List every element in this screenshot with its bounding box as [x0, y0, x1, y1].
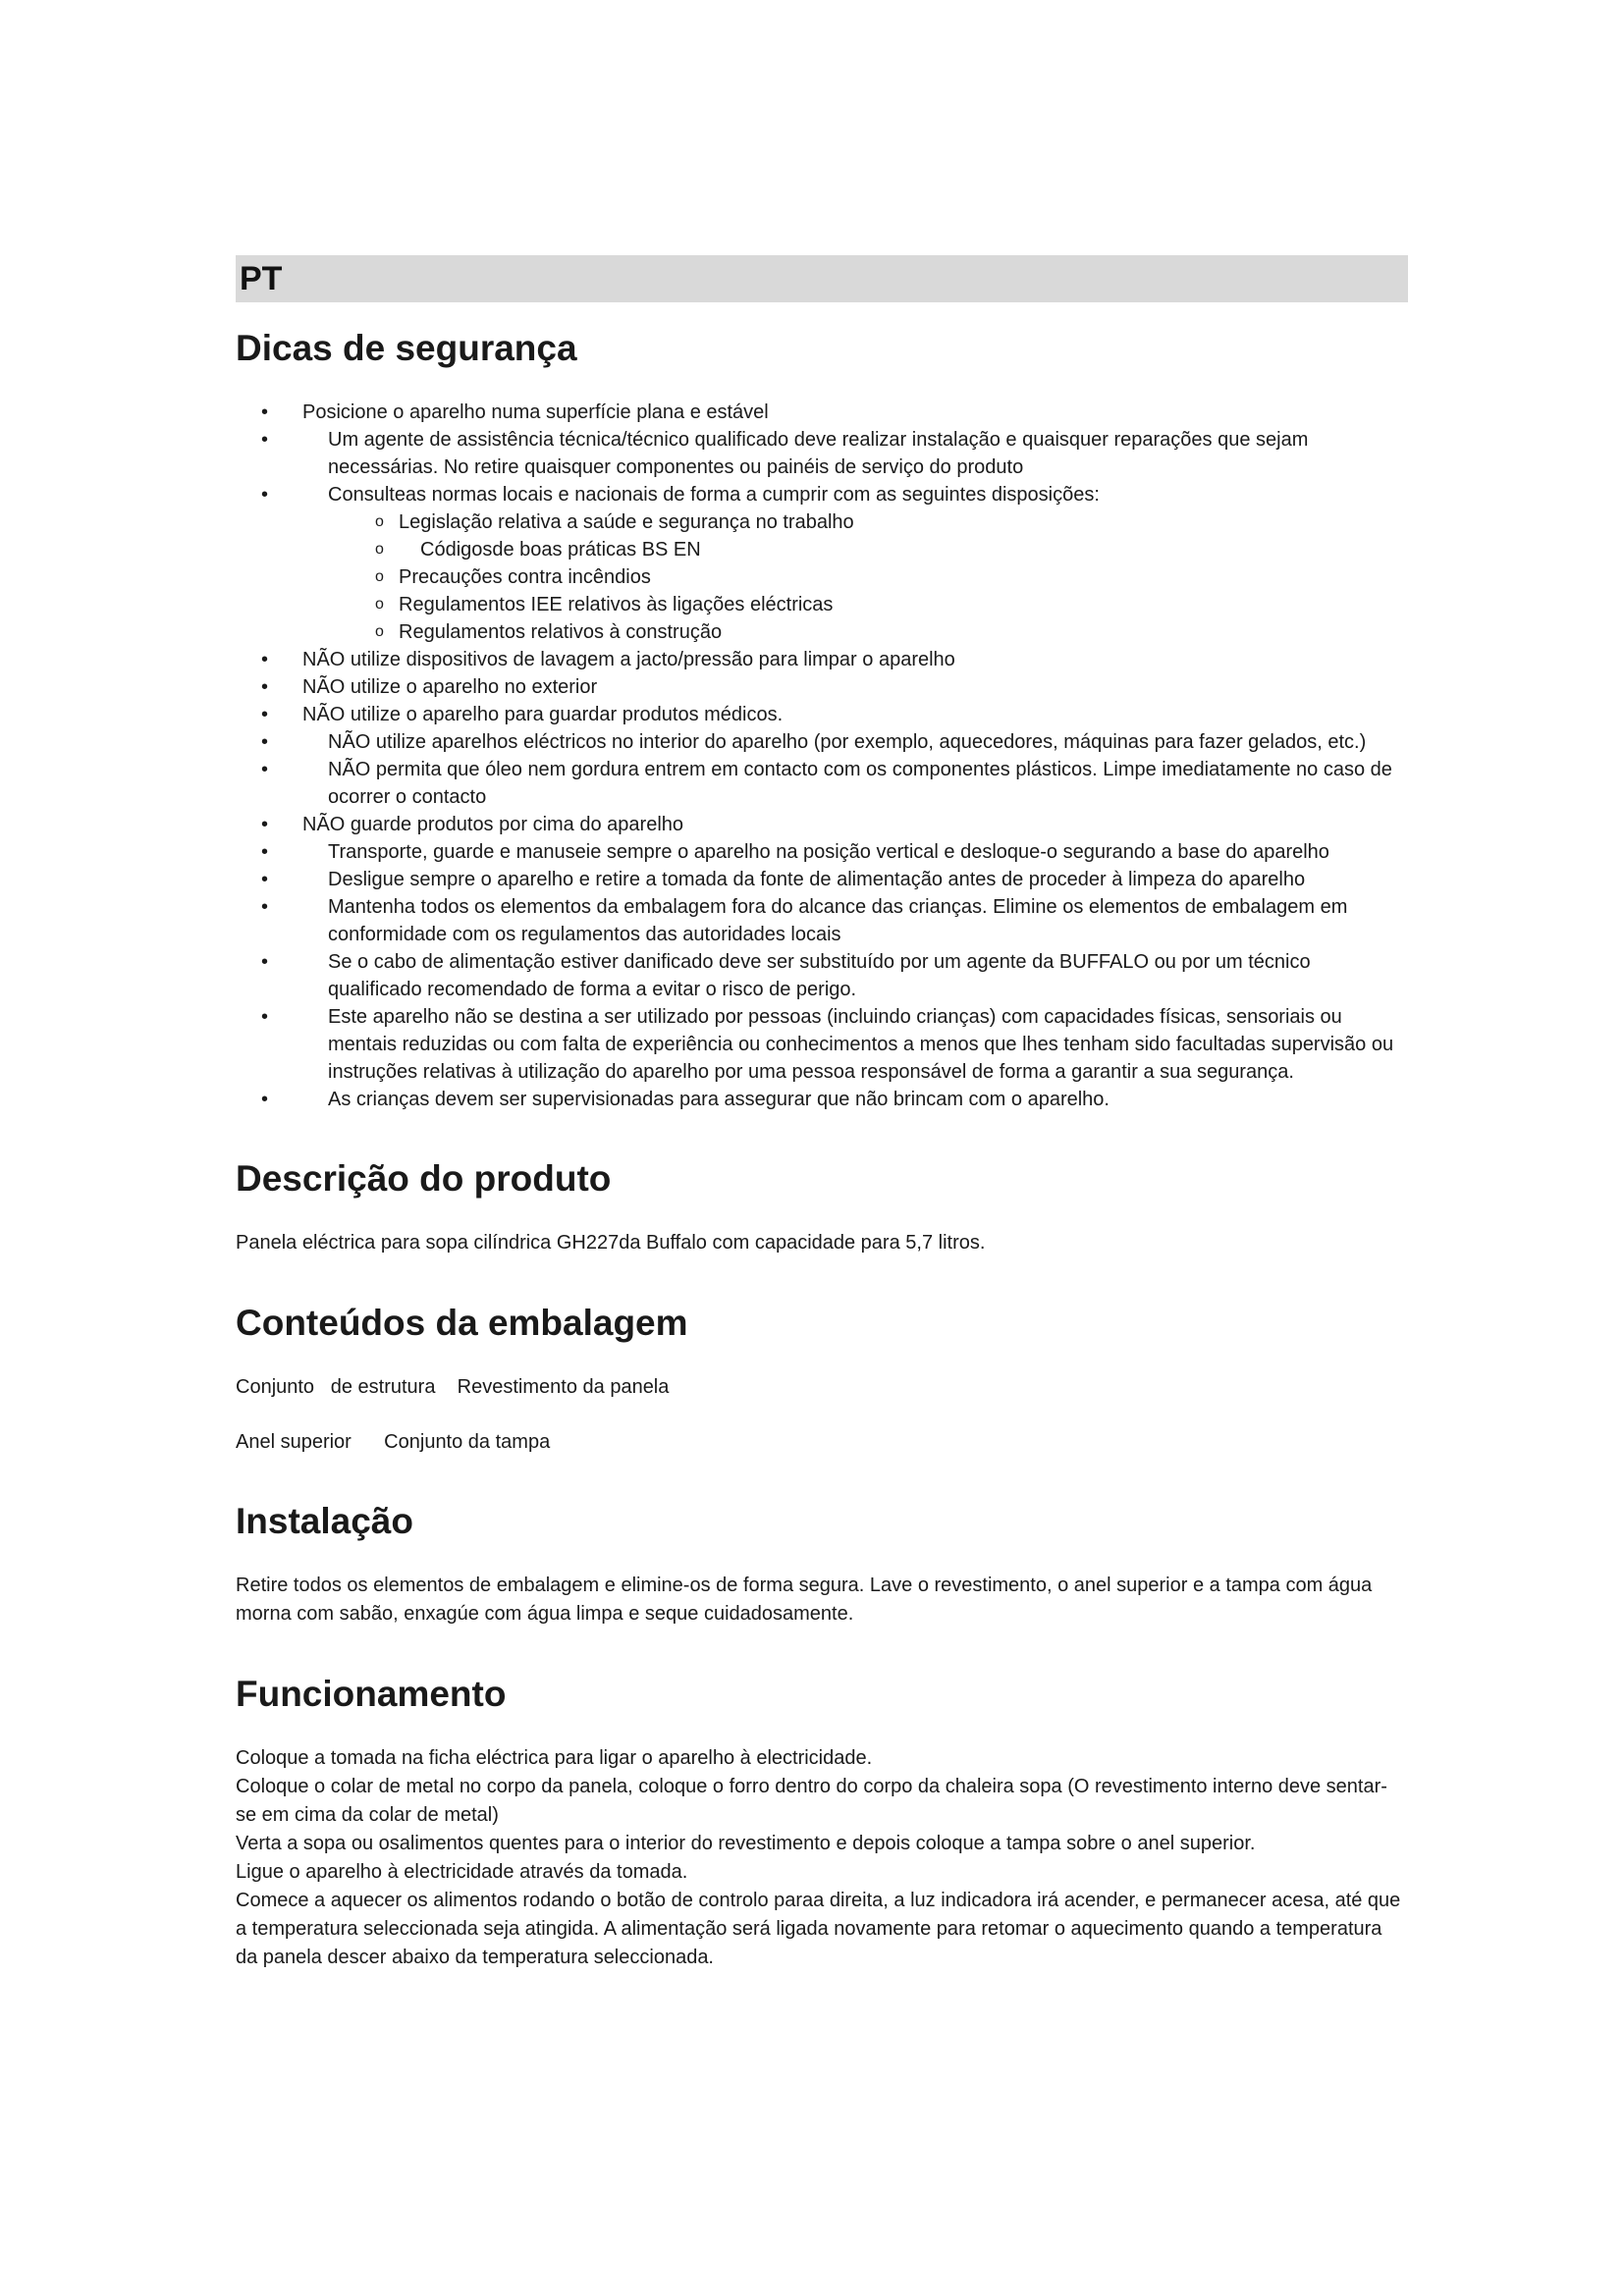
- list-item: • NÃO utilize dispositivos de lavagem a jacto/pressão para limpar o aparelho: [236, 646, 1408, 673]
- list-item: • Um agente de assistência técnica/técnico qualificado deve realizar instalação e quaisquer reparações que sejam necessárias. No retire quaisquer componentes ou painéis de serviço do produto: [236, 426, 1408, 481]
- contents-title: Conteúdos da embalagem: [236, 1303, 688, 1343]
- list-item: • Este aparelho não se destina a ser utilizado por pessoas (incluindo crianças) com capacidades físicas, sensoriais ou mentais reduzidas ou com falta de experiência ou conhecimentos a menos que lhes tenham sido facultadas supervisão ou instruções relativas à utilização do aparelho por uma pessoa responsável de forma a garantir a sua segurança.: [236, 1003, 1408, 1086]
- operation-line: Ligue o aparelho à electricidade através da tomada.: [236, 1861, 688, 1883]
- list-item: • NÃO guarde produtos por cima do aparelho: [236, 811, 1408, 838]
- operation-line: Coloque o colar de metal no corpo da panela, coloque o forro dentro do corpo da chaleira sopa (O revestimento interno deve sentar-se em cima da colar de metal): [236, 1776, 1387, 1826]
- operation-line: Coloque a tomada na ficha eléctrica para ligar o aparelho à electricidade.: [236, 1747, 873, 1769]
- sub-list-item: o Legislação relativa a saúde e segurança no trabalho: [236, 508, 1408, 536]
- sub-list-item: o Códigosde boas práticas BS EN: [236, 536, 1408, 563]
- list-item: • Posicione o aparelho numa superfície plana e estável: [236, 399, 1408, 426]
- bullet-icon: •: [261, 1006, 269, 1028]
- circle-bullet-icon: o: [375, 541, 384, 558]
- list-item: • NÃO utilize o aparelho para guardar produtos médicos.: [236, 701, 1408, 728]
- bullet-icon: •: [261, 869, 269, 890]
- operation-line: Verta a sopa ou osalimentos quentes para o interior do revestimento e depois coloque a tampa sobre o anel superior.: [236, 1833, 1256, 1854]
- bullet-icon: •: [261, 759, 269, 780]
- bullet-icon: •: [261, 649, 269, 670]
- circle-bullet-icon: o: [375, 568, 384, 585]
- installation-text: Retire todos os elementos de embalagem e elimine-os de forma segura. Lave o revestimento, o anel superior e a tampa com água morna com sabão, enxagúe com água limpa e seque cuidadosamente.: [236, 1575, 1373, 1625]
- document-page: [236, 255, 1408, 1972]
- contents-row-2: Anel superior Conjunto da tampa: [236, 1431, 551, 1453]
- bullet-icon: •: [261, 704, 269, 725]
- contents-row-1: Conjunto de estrutura Revestimento da panela: [236, 1376, 670, 1398]
- safety-list: [236, 399, 1408, 1113]
- description-title: Descrição do produto: [236, 1158, 612, 1199]
- bullet-icon: •: [261, 1089, 269, 1110]
- circle-bullet-icon: o: [375, 513, 384, 530]
- list-item: • NÃO utilize o aparelho no exterior: [236, 673, 1408, 701]
- bullet-icon: •: [261, 676, 269, 698]
- sub-list-item: o Precauções contra incêndios: [236, 563, 1408, 591]
- bullet-icon: •: [261, 951, 269, 973]
- bullet-icon: •: [261, 731, 269, 753]
- language-header: PT: [236, 255, 1408, 302]
- safety-title: Dicas de segurança: [236, 328, 577, 368]
- list-item: • As crianças devem ser supervisionadas para assegurar que não brincam com o aparelho.: [236, 1086, 1408, 1113]
- list-item: • Transporte, guarde e manuseie sempre o aparelho na posição vertical e desloque-o segurando a base do aparelho: [236, 838, 1408, 866]
- bullet-icon: •: [261, 814, 269, 835]
- bullet-icon: •: [261, 429, 269, 451]
- sub-list-item: o Regulamentos relativos à construção: [236, 618, 1408, 646]
- list-item: • Se o cabo de alimentação estiver danificado deve ser substituído por um agente da BUFFALO ou por um técnico qualificado recomendado de forma a evitar o risco de perigo.: [236, 948, 1408, 1003]
- circle-bullet-icon: o: [375, 623, 384, 640]
- list-item: • Desligue sempre o aparelho e retire a tomada da fonte de alimentação antes de proceder à limpeza do aparelho: [236, 866, 1408, 893]
- list-item: • NÃO utilize aparelhos eléctricos no interior do aparelho (por exemplo, aquecedores, máquinas para fazer gelados, etc.): [236, 728, 1408, 756]
- operation-line: Comece a aquecer os alimentos rodando o botão de controlo paraa direita, a luz indicadora irá acender, e permanecer acesa, até que a temperatura seleccionada seja atingida. A alimentação será ligada novamente para retomar o aquecimento quando a temperatura da panela descer abaixo da temperatura seleccionada.: [236, 1890, 1401, 1968]
- bullet-icon: •: [261, 841, 269, 863]
- installation-title: Instalação: [236, 1501, 413, 1541]
- list-item: • Consulteas normas locais e nacionais de forma a cumprir com as seguintes disposições:: [236, 481, 1408, 508]
- list-item: • Mantenha todos os elementos da embalagem fora do alcance das crianças. Elimine os elementos de embalagem em conformidade com os regulamentos das autoridades locais: [236, 893, 1408, 948]
- bullet-icon: •: [261, 896, 269, 918]
- description-text: Panela eléctrica para sopa cilíndrica GH227da Buffalo com capacidade para 5,7 litros.: [236, 1232, 986, 1254]
- list-item: • NÃO permita que óleo nem gordura entrem em contacto com os componentes plásticos. Limpe imediatamente no caso de ocorrer o contacto: [236, 756, 1408, 811]
- bullet-icon: •: [261, 484, 269, 506]
- bullet-icon: •: [261, 401, 269, 423]
- circle-bullet-icon: o: [375, 596, 384, 613]
- operation-title: Funcionamento: [236, 1674, 507, 1714]
- sub-list-item: o Regulamentos IEE relativos às ligações eléctricas: [236, 591, 1408, 618]
